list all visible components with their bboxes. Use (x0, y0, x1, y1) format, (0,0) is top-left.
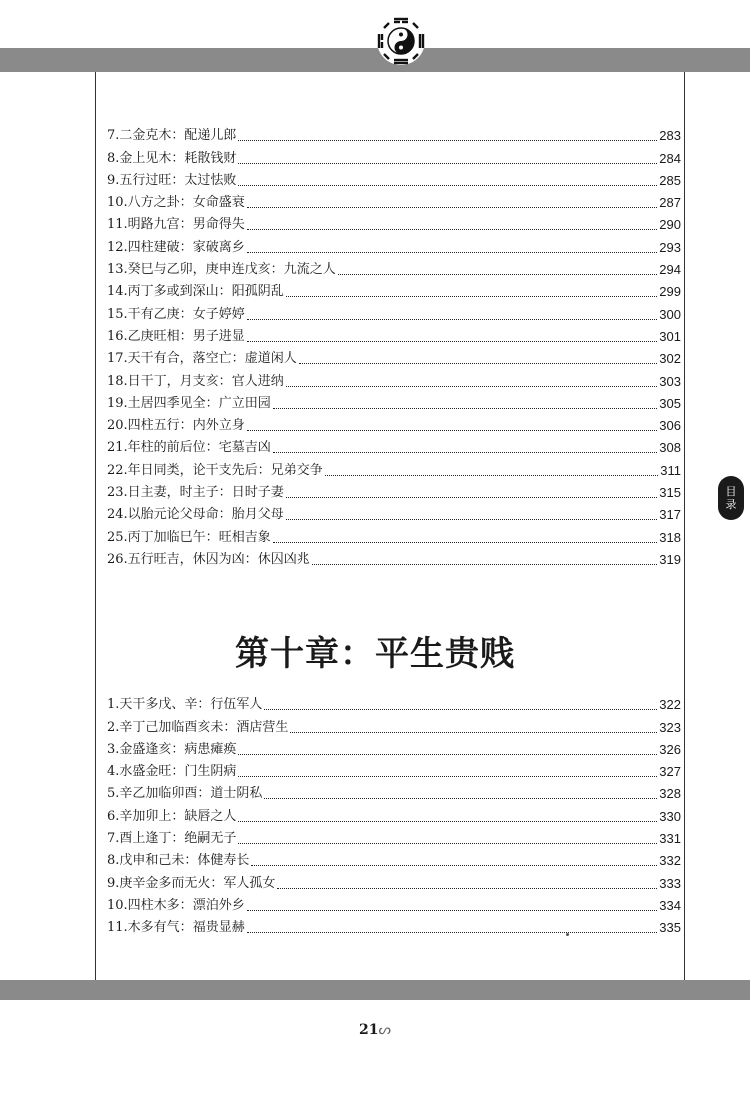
entry-title: 17.天干有合，落空亡： (107, 351, 245, 367)
entry-subtitle: 酒店营生 (236, 719, 289, 735)
entry-page-number: 334 (659, 897, 681, 913)
entry-title: 16.乙庚旺相： (107, 328, 193, 344)
toc-entry[interactable] (107, 691, 681, 713)
dot-leader (286, 296, 658, 297)
dot-leader (299, 363, 658, 364)
toc-entry[interactable] (107, 869, 681, 891)
dot-leader (247, 910, 658, 911)
entry-page-number: 302 (659, 351, 681, 367)
toc-entry[interactable] (107, 434, 681, 456)
entry-subtitle: 胎月父母 (231, 507, 284, 523)
dot-leader (247, 252, 658, 253)
entry-page-number: 283 (659, 128, 681, 144)
entry-subtitle: 道士阴私 (210, 786, 263, 802)
toc-entry[interactable] (107, 456, 681, 478)
entry-subtitle: 虚道闲人 (244, 351, 297, 367)
toc-list-section-1 (107, 122, 681, 568)
entry-page-number: 326 (659, 741, 681, 757)
entry-title: 4.水盛金旺： (107, 764, 185, 780)
dot-leader (247, 229, 658, 230)
entry-page-number: 311 (660, 462, 681, 478)
entry-title: 3.金盛逢亥： (107, 741, 185, 757)
dot-leader (286, 497, 658, 498)
toc-entry[interactable] (107, 300, 681, 322)
entry-page-number: 333 (659, 875, 681, 891)
dot-leader (251, 865, 657, 866)
entry-title: 10.四柱木多： (107, 897, 193, 913)
dot-leader (238, 754, 657, 755)
entry-page-number: 317 (659, 507, 681, 523)
page-footer (0, 1022, 750, 1038)
toc-entry[interactable] (107, 914, 681, 936)
page-number: 21 (359, 1022, 379, 1038)
toc-entry[interactable] (107, 736, 681, 758)
toc-entry[interactable] (107, 523, 681, 545)
entry-subtitle: 旺相吉象 (218, 529, 271, 545)
entry-title: 7.酉上逢丁： (107, 831, 185, 847)
entry-subtitle: 配递儿郎 (184, 128, 237, 144)
entry-page-number: 303 (659, 373, 681, 389)
entry-title: 11.明路九宫： (107, 217, 193, 233)
toc-entry[interactable] (107, 546, 681, 568)
dot-leader (273, 542, 658, 543)
entry-page-number: 287 (659, 195, 681, 211)
dot-leader (238, 163, 657, 164)
entry-page-number: 293 (659, 239, 681, 255)
toc-list-section-2 (107, 691, 681, 936)
dot-leader (273, 452, 658, 453)
entry-subtitle: 内外立身 (192, 418, 245, 434)
dot-leader (290, 732, 657, 733)
entry-page-number: 335 (659, 920, 681, 936)
entry-subtitle: 体健寿长 (197, 853, 250, 869)
toc-entry[interactable] (107, 323, 681, 345)
entry-subtitle: 病患瘫痪 (184, 741, 237, 757)
swirl-ornament-icon: ᔕ (378, 1022, 391, 1038)
entry-subtitle: 军人孤女 (223, 875, 276, 891)
toc-entry[interactable] (107, 345, 681, 367)
entry-title: 9.庚辛金多而无火： (107, 875, 224, 891)
toc-entry[interactable] (107, 167, 681, 189)
entry-page-number: 315 (659, 485, 681, 501)
toc-entry[interactable] (107, 189, 681, 211)
entry-page-number: 323 (659, 719, 681, 735)
dot-leader (286, 519, 658, 520)
entry-subtitle: 太过怯败 (184, 172, 237, 188)
entry-page-number: 331 (659, 831, 681, 847)
toc-entry[interactable] (107, 211, 681, 233)
entry-page-number: 306 (659, 418, 681, 434)
entry-page-number: 305 (659, 395, 681, 411)
toc-entry[interactable] (107, 758, 681, 780)
entry-subtitle: 男命得失 (192, 217, 245, 233)
entry-page-number: 290 (659, 217, 681, 233)
dot-leader (247, 319, 658, 320)
entry-subtitle: 女命盛衰 (192, 195, 245, 211)
entry-title: 22.年日同类，论干支先后： (107, 462, 271, 478)
entry-title: 23.日主妻，时主子： (107, 485, 232, 501)
dot-leader (247, 341, 658, 342)
toc-entry[interactable] (107, 122, 681, 144)
entry-subtitle: 耗散钱财 (184, 150, 237, 166)
entry-title: 13.癸巳与乙卯，庚申连戊亥： (107, 262, 284, 278)
entry-subtitle: 男子进显 (192, 328, 245, 344)
dot-leader (325, 475, 659, 476)
entry-page-number: 332 (659, 853, 681, 869)
entry-title: 6.辛加卯上： (107, 808, 185, 824)
entry-subtitle: 缺唇之人 (184, 808, 237, 824)
dot-leader (238, 843, 657, 844)
toc-entry[interactable] (107, 802, 681, 824)
dot-leader (238, 185, 657, 186)
entry-subtitle: 宅墓吉凶 (218, 440, 271, 456)
dot-leader (338, 274, 658, 275)
entry-page-number: 301 (659, 328, 681, 344)
speck-mark (566, 933, 569, 936)
entry-title: 8.金上见木： (107, 150, 185, 166)
toc-entry[interactable] (107, 780, 681, 802)
toc-entry[interactable] (107, 713, 681, 735)
entry-subtitle: 日时子妻 (231, 485, 284, 501)
toc-entry[interactable] (107, 278, 681, 300)
entry-subtitle: 官人进纳 (231, 373, 284, 389)
entry-subtitle: 福贵显赫 (192, 920, 245, 936)
entry-title: 1.天干多戊、辛： (107, 697, 211, 713)
entry-subtitle: 行伍军人 (210, 697, 263, 713)
entry-title: 2.辛丁己加临酉亥未： (107, 719, 237, 735)
toc-entry[interactable] (107, 233, 681, 255)
entry-title: 24.以胎元论父母命： (107, 507, 232, 523)
entry-title: 14.丙丁多或到深山： (107, 284, 232, 300)
yin-yang-bagua-icon (376, 16, 426, 66)
side-tab-line-1: 目 (725, 485, 737, 498)
entry-subtitle: 女子婷婷 (192, 306, 245, 322)
side-tab-line-2: 录 (725, 498, 737, 511)
entry-title: 15.干有乙庚： (107, 306, 193, 322)
entry-title: 5.辛乙加临卯酉： (107, 786, 211, 802)
entry-subtitle: 九流之人 (283, 262, 336, 278)
dot-leader (277, 888, 657, 889)
entry-subtitle: 阳孤阴乱 (231, 284, 284, 300)
dot-leader (247, 932, 658, 933)
toc-entry[interactable] (107, 825, 681, 847)
entry-page-number: 327 (659, 764, 681, 780)
entry-page-number: 285 (659, 172, 681, 188)
entry-title: 12.四柱建破： (107, 239, 193, 255)
toc-entry[interactable] (107, 256, 681, 278)
dot-leader (264, 798, 657, 799)
entry-title: 25.丙丁加临巳午： (107, 529, 219, 545)
dot-leader (238, 776, 657, 777)
toc-entry[interactable] (107, 479, 681, 501)
chapter-title: 第十章：平生贵贱 (235, 634, 515, 674)
dot-leader (238, 821, 657, 822)
toc-entry[interactable] (107, 892, 681, 914)
entry-subtitle: 漂泊外乡 (192, 897, 245, 913)
entry-title: 26.五行旺吉，休囚为凶： (107, 551, 258, 567)
entry-subtitle: 休囚凶兆 (257, 551, 310, 567)
toc-entry[interactable] (107, 847, 681, 869)
side-tab-contents[interactable] (718, 476, 744, 520)
entry-title: 19.土居四季见全： (107, 395, 219, 411)
entry-page-number: 284 (659, 150, 681, 166)
top-header-band (0, 48, 750, 72)
entry-title: 8.戊申和己未： (107, 853, 198, 869)
entry-page-number: 319 (659, 551, 681, 567)
bottom-footer-band (0, 980, 750, 1000)
dot-leader (264, 709, 657, 710)
dot-leader (273, 408, 658, 409)
dot-leader (238, 140, 657, 141)
entry-page-number: 322 (659, 697, 681, 713)
entry-page-number: 308 (659, 440, 681, 456)
entry-title: 20.四柱五行： (107, 418, 193, 434)
entry-page-number: 330 (659, 808, 681, 824)
entry-page-number: 318 (659, 529, 681, 545)
entry-subtitle: 绝嗣无子 (184, 831, 237, 847)
dot-leader (247, 207, 658, 208)
dot-leader (286, 386, 658, 387)
entry-subtitle: 兄弟交争 (270, 462, 323, 478)
entry-title: 18.日干丁，月支亥： (107, 373, 232, 389)
entry-title: 7.二金克木： (107, 128, 185, 144)
entry-page-number: 299 (659, 284, 681, 300)
entry-subtitle: 门生阴病 (184, 764, 237, 780)
dot-leader (247, 430, 658, 431)
toc-entry[interactable] (107, 501, 681, 523)
entry-page-number: 300 (659, 306, 681, 322)
toc-entry[interactable] (107, 144, 681, 166)
entry-page-number: 328 (659, 786, 681, 802)
entry-title: 21.年柱的前后位： (107, 440, 219, 456)
toc-entry[interactable] (107, 390, 681, 412)
entry-page-number: 294 (659, 262, 681, 278)
dot-leader (312, 564, 658, 565)
entry-title: 10.八方之卦： (107, 195, 193, 211)
entry-subtitle: 广立田园 (218, 395, 271, 411)
toc-entry[interactable] (107, 367, 681, 389)
toc-entry[interactable] (107, 412, 681, 434)
entry-subtitle: 家破离乡 (192, 239, 245, 255)
entry-title: 9.五行过旺： (107, 172, 185, 188)
entry-title: 11.木多有气： (107, 920, 193, 936)
